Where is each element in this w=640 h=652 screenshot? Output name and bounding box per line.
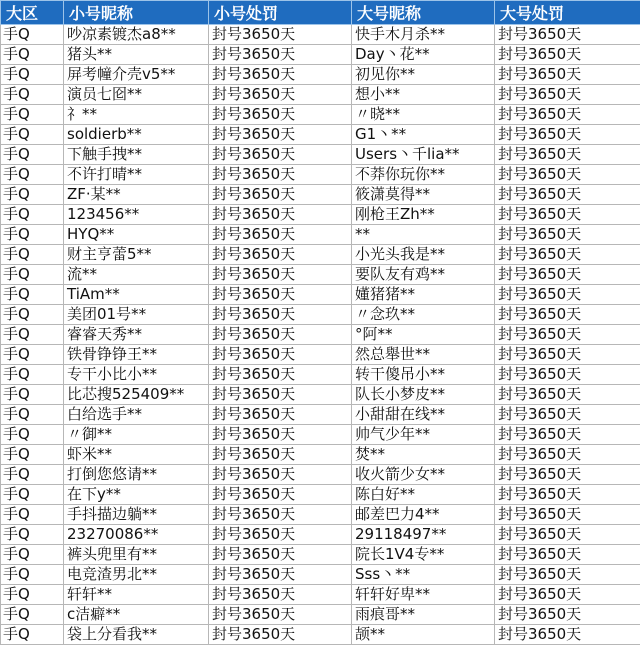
region-cell: 手Q (1, 325, 64, 345)
main-penalty-cell: 封号3650天 (495, 85, 640, 105)
main-penalty-cell: 封号3650天 (495, 145, 640, 165)
header-row (1, 1, 640, 25)
main-nickname-cell: 想小** (352, 85, 495, 105)
main-penalty-cell: 封号3650天 (495, 485, 640, 505)
alt-penalty-cell: 封号3650天 (209, 225, 352, 245)
table-row (1, 105, 640, 125)
main-penalty-cell: 封号3650天 (495, 25, 640, 45)
main-nickname-cell: Users丶千lia** (352, 145, 495, 165)
alt-nickname-cell: 演员七囵** (64, 85, 209, 105)
alt-penalty-cell: 封号3650天 (209, 405, 352, 425)
main-nickname-cell: 小光头我是** (352, 245, 495, 265)
alt-penalty-cell: 封号3650天 (209, 605, 352, 625)
table-row (1, 405, 640, 425)
main-penalty-cell: 封号3650天 (495, 405, 640, 425)
alt-nickname-cell: 屏考幢介壳v5** (64, 65, 209, 85)
table-row (1, 65, 640, 85)
alt-nickname-cell: 美团01号** (64, 305, 209, 325)
main-nickname-cell: 29118497** (352, 525, 495, 545)
alt-nickname-cell: c洁癖** (64, 605, 209, 625)
alt-nickname-cell: 礻** (64, 105, 209, 125)
alt-penalty-cell: 封号3650天 (209, 205, 352, 225)
header-region: 大区 (1, 1, 64, 25)
main-nickname-cell: 院长1V4专** (352, 545, 495, 565)
alt-penalty-cell: 封号3650天 (209, 445, 352, 465)
main-penalty-cell: 封号3650天 (495, 165, 640, 185)
alt-nickname-cell: 专干小比小** (64, 365, 209, 385)
alt-nickname-cell: TiAm** (64, 285, 209, 305)
main-penalty-cell: 封号3650天 (495, 285, 640, 305)
region-cell: 手Q (1, 125, 64, 145)
alt-penalty-cell: 封号3650天 (209, 25, 352, 45)
alt-nickname-cell: ZF·某** (64, 185, 209, 205)
alt-nickname-cell: 虾米** (64, 445, 209, 465)
alt-penalty-cell: 封号3650天 (209, 345, 352, 365)
main-nickname-cell: 不莽你玩你** (352, 165, 495, 185)
alt-nickname-cell: 睿睿天秀** (64, 325, 209, 345)
alt-penalty-cell: 封号3650天 (209, 525, 352, 545)
alt-nickname-cell: 手抖描边躺** (64, 505, 209, 525)
table-row (1, 485, 640, 505)
alt-penalty-cell: 封号3650天 (209, 545, 352, 565)
region-cell: 手Q (1, 225, 64, 245)
main-nickname-cell: 转干傻吊小** (352, 365, 495, 385)
region-cell: 手Q (1, 545, 64, 565)
table-row (1, 25, 640, 45)
alt-penalty-cell: 封号3650天 (209, 245, 352, 265)
alt-penalty-cell: 封号3650天 (209, 365, 352, 385)
table-row (1, 545, 640, 565)
header-alt-nickname: 小号昵称 (64, 1, 209, 25)
main-nickname-cell: 〃晓** (352, 105, 495, 125)
alt-nickname-cell: 袋上分看我** (64, 625, 209, 645)
main-nickname-cell: Day丶花** (352, 45, 495, 65)
region-cell: 手Q (1, 605, 64, 625)
alt-nickname-cell: 裤头兜里有** (64, 545, 209, 565)
region-cell: 手Q (1, 365, 64, 385)
alt-penalty-cell: 封号3650天 (209, 465, 352, 485)
table-row (1, 625, 640, 645)
header-alt-penalty: 小号处罚 (209, 1, 352, 25)
main-nickname-cell: 收火箭少女** (352, 465, 495, 485)
table-row (1, 285, 640, 305)
table-row (1, 265, 640, 285)
main-nickname-cell: 初见你** (352, 65, 495, 85)
alt-penalty-cell: 封号3650天 (209, 265, 352, 285)
table-row (1, 325, 640, 345)
main-nickname-cell: 队长小梦皮** (352, 385, 495, 405)
table-row (1, 165, 640, 185)
alt-penalty-cell: 封号3650天 (209, 125, 352, 145)
main-nickname-cell: 然总舉世** (352, 345, 495, 365)
region-cell: 手Q (1, 245, 64, 265)
region-cell: 手Q (1, 185, 64, 205)
main-penalty-cell: 封号3650天 (495, 185, 640, 205)
alt-penalty-cell: 封号3650天 (209, 65, 352, 85)
region-cell: 手Q (1, 425, 64, 445)
table-row (1, 565, 640, 585)
main-penalty-cell: 封号3650天 (495, 425, 640, 445)
table-row (1, 525, 640, 545)
main-penalty-cell: 封号3650天 (495, 345, 640, 365)
alt-nickname-cell: soldierb** (64, 125, 209, 145)
table-row (1, 85, 640, 105)
table-row (1, 345, 640, 365)
main-nickname-cell: 嬞猪猪** (352, 285, 495, 305)
alt-penalty-cell: 封号3650天 (209, 425, 352, 445)
main-penalty-cell: 封号3650天 (495, 65, 640, 85)
alt-penalty-cell: 封号3650天 (209, 145, 352, 165)
region-cell: 手Q (1, 345, 64, 365)
table-row (1, 305, 640, 325)
header-main-nickname: 大号昵称 (352, 1, 495, 25)
region-cell: 手Q (1, 405, 64, 425)
table-row (1, 385, 640, 405)
alt-nickname-cell: 在下y** (64, 485, 209, 505)
main-penalty-cell: 封号3650天 (495, 525, 640, 545)
main-penalty-cell: 封号3650天 (495, 45, 640, 65)
table-row (1, 605, 640, 625)
table-row (1, 185, 640, 205)
main-nickname-cell: 焚** (352, 445, 495, 465)
main-nickname-cell: 刚枪王Zh** (352, 205, 495, 225)
main-penalty-cell: 封号3650天 (495, 565, 640, 585)
main-penalty-cell: 封号3650天 (495, 385, 640, 405)
region-cell: 手Q (1, 505, 64, 525)
main-penalty-cell: 封号3650天 (495, 465, 640, 485)
region-cell: 手Q (1, 565, 64, 585)
main-penalty-cell: 封号3650天 (495, 445, 640, 465)
alt-nickname-cell: HYQ** (64, 225, 209, 245)
alt-penalty-cell: 封号3650天 (209, 185, 352, 205)
main-penalty-cell: 封号3650天 (495, 245, 640, 265)
main-penalty-cell: 封号3650天 (495, 605, 640, 625)
main-penalty-cell: 封号3650天 (495, 265, 640, 285)
main-penalty-cell: 封号3650天 (495, 205, 640, 225)
alt-nickname-cell: 铁骨铮铮王** (64, 345, 209, 365)
region-cell: 手Q (1, 485, 64, 505)
region-cell: 手Q (1, 305, 64, 325)
main-nickname-cell: Sss丶** (352, 565, 495, 585)
table-row (1, 465, 640, 485)
main-nickname-cell: 要队友有鸡** (352, 265, 495, 285)
main-nickname-cell: 帅气少年** (352, 425, 495, 445)
alt-penalty-cell: 封号3650天 (209, 565, 352, 585)
region-cell: 手Q (1, 445, 64, 465)
alt-penalty-cell: 封号3650天 (209, 625, 352, 645)
alt-nickname-cell: 白给选手** (64, 405, 209, 425)
alt-penalty-cell: 封号3650天 (209, 45, 352, 65)
table-row (1, 125, 640, 145)
alt-nickname-cell: 下触手拽** (64, 145, 209, 165)
region-cell: 手Q (1, 265, 64, 285)
alt-nickname-cell: 猪头** (64, 45, 209, 65)
alt-penalty-cell: 封号3650天 (209, 105, 352, 125)
main-nickname-cell: ** (352, 225, 495, 245)
alt-penalty-cell: 封号3650天 (209, 285, 352, 305)
alt-nickname-cell: 打倒您悠请** (64, 465, 209, 485)
region-cell: 手Q (1, 585, 64, 605)
table-row (1, 365, 640, 385)
alt-penalty-cell: 封号3650天 (209, 485, 352, 505)
region-cell: 手Q (1, 625, 64, 645)
region-cell: 手Q (1, 105, 64, 125)
table-row (1, 145, 640, 165)
main-nickname-cell: 陈白好** (352, 485, 495, 505)
main-penalty-cell: 封号3650天 (495, 505, 640, 525)
region-cell: 手Q (1, 205, 64, 225)
table-row (1, 445, 640, 465)
alt-nickname-cell: 轩轩** (64, 585, 209, 605)
region-cell: 手Q (1, 165, 64, 185)
alt-penalty-cell: 封号3650天 (209, 85, 352, 105)
alt-penalty-cell: 封号3650天 (209, 305, 352, 325)
region-cell: 手Q (1, 465, 64, 485)
region-cell: 手Q (1, 285, 64, 305)
main-penalty-cell: 封号3650天 (495, 365, 640, 385)
main-nickname-cell: 颉** (352, 625, 495, 645)
table-row (1, 505, 640, 525)
main-nickname-cell: 快手木月杀** (352, 25, 495, 45)
region-cell: 手Q (1, 25, 64, 45)
table-row (1, 585, 640, 605)
main-nickname-cell: 轩轩好卑** (352, 585, 495, 605)
main-nickname-cell: 〃念玖** (352, 305, 495, 325)
alt-nickname-cell: 财主亨蕾5** (64, 245, 209, 265)
alt-penalty-cell: 封号3650天 (209, 505, 352, 525)
main-penalty-cell: 封号3650天 (495, 325, 640, 345)
alt-nickname-cell: 不许打晴** (64, 165, 209, 185)
alt-nickname-cell: 123456** (64, 205, 209, 225)
main-penalty-cell: 封号3650天 (495, 545, 640, 565)
alt-penalty-cell: 封号3650天 (209, 585, 352, 605)
alt-penalty-cell: 封号3650天 (209, 325, 352, 345)
main-nickname-cell: 雨痕哥** (352, 605, 495, 625)
main-nickname-cell: 筱潇莫得** (352, 185, 495, 205)
region-cell: 手Q (1, 65, 64, 85)
main-penalty-cell: 封号3650天 (495, 305, 640, 325)
region-cell: 手Q (1, 385, 64, 405)
region-cell: 手Q (1, 525, 64, 545)
table-row (1, 245, 640, 265)
region-cell: 手Q (1, 85, 64, 105)
alt-nickname-cell: 吵凉素镀杰a8** (64, 25, 209, 45)
table-row (1, 45, 640, 65)
alt-nickname-cell: 23270086** (64, 525, 209, 545)
region-cell: 手Q (1, 145, 64, 165)
main-nickname-cell: 邮差巴力4** (352, 505, 495, 525)
alt-penalty-cell: 封号3650天 (209, 385, 352, 405)
alt-nickname-cell: 电竞渣男北** (64, 565, 209, 585)
table-row (1, 425, 640, 445)
main-penalty-cell: 封号3650天 (495, 105, 640, 125)
alt-nickname-cell: 比芯搜525409** (64, 385, 209, 405)
table-row (1, 225, 640, 245)
table-body (1, 25, 640, 645)
region-cell: 手Q (1, 45, 64, 65)
table-row (1, 205, 640, 225)
alt-nickname-cell: 流** (64, 265, 209, 285)
alt-penalty-cell: 封号3650天 (209, 165, 352, 185)
main-nickname-cell: 小甜甜在线** (352, 405, 495, 425)
header-main-penalty: 大号处罚 (495, 1, 640, 25)
main-nickname-cell: G1丶** (352, 125, 495, 145)
main-penalty-cell: 封号3650天 (495, 225, 640, 245)
alt-nickname-cell: 〃御** (64, 425, 209, 445)
main-nickname-cell: °阿** (352, 325, 495, 345)
main-penalty-cell: 封号3650天 (495, 625, 640, 645)
main-penalty-cell: 封号3650天 (495, 125, 640, 145)
main-penalty-cell: 封号3650天 (495, 585, 640, 605)
